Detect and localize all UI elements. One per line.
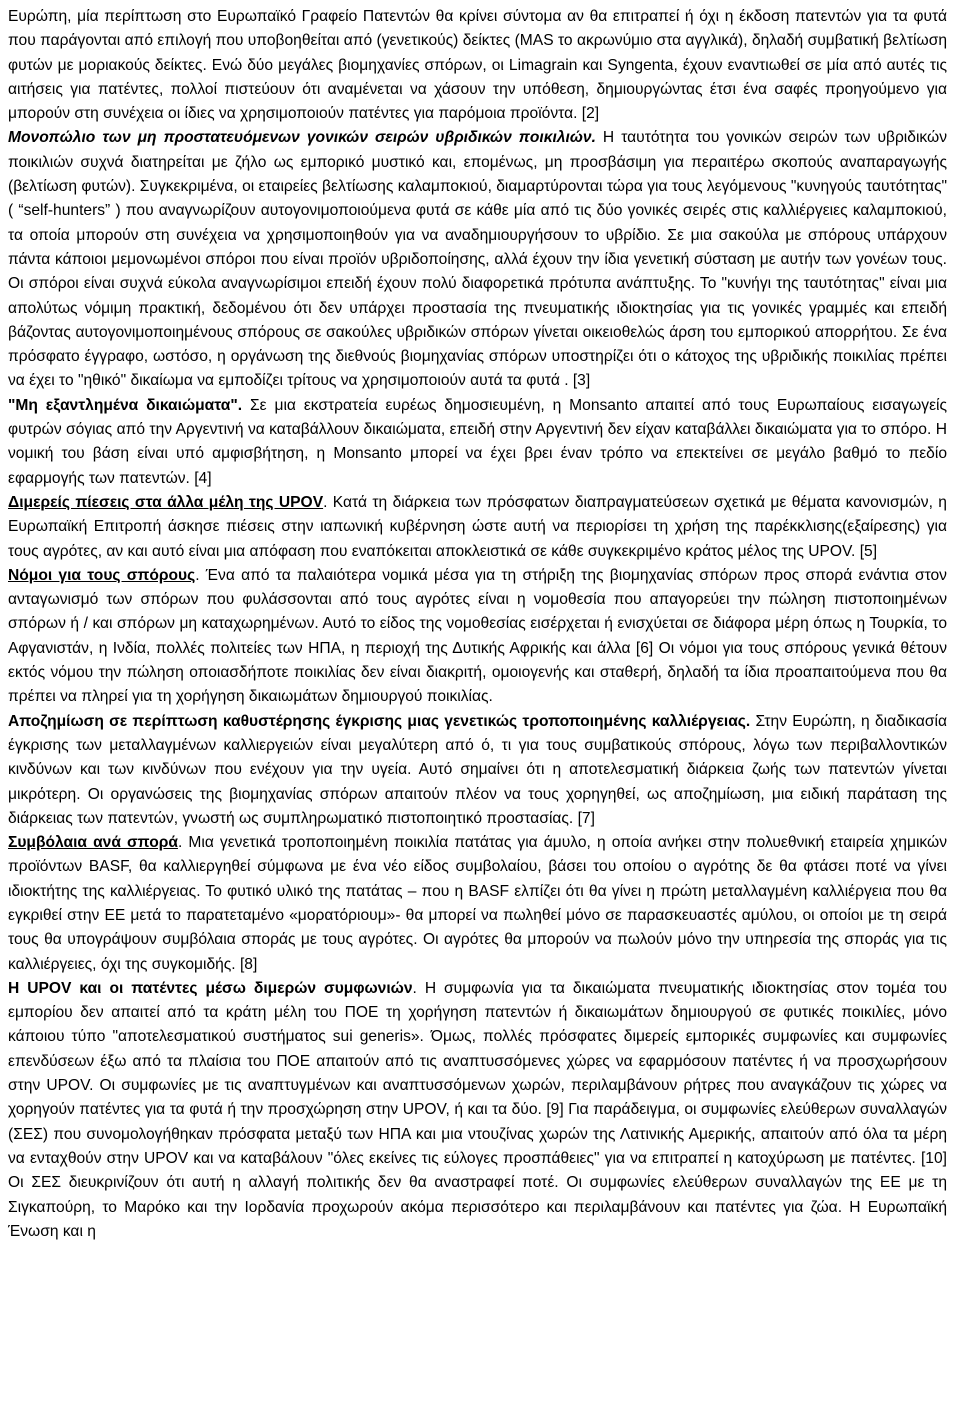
paragraph-text: Στην Ευρώπη, η διαδικασία έγκρισης των μεταλλαγμένων καλλιεργειών είναι μεγαλύτερη από ό, τι για τους συμβατικούς σπόρους, λόγω των περιβαλλοντικών κινδύνων και των κινδύνων που ενέχουν για την υγεία. Αυτό σημαίνει ότι η αποτελεσματική διάρκεια ζωής των πατεντών γίνεται μικρότερη. Οι οργανώσεις της βιομηχανίας σπόρων απαιτούν πλέον να τους χορηγηθεί, ως αποζημίωση, μια ειδική παράταση της διάρκειας των πατεντών, γνωστή ως συμπληρωματικό πιστοποιητικό προστασίας. [7] [8, 712, 947, 827]
paragraph-text: Η ταυτότητα του γονικών σειρών των υβριδικών ποικιλιών συχνά διατηρείται με ζήλο ως εμπορικό μυστικό και, επομένως, μη προσβάσιμη για περαιτέρω σκοπούς αναπαραγωγής (βελτίωση φυτών). Συγκεκριμένα, οι εταιρείες βελτίωσης καλαμποκιού, διαμαρτύρονται τώρα για τους λεγόμενους "κυνηγούς ταυτότητας" ( “self-hunters” ) που αναγνωρίζουν αυτογονιμοποιούμενα φυτά σε κάθε μία από τις δύο γονικές σειρές στις καλλιέργειες καλαμποκιού, τα οποία μπορούν στη συνέχεια να χρησιμοποιηθούν για να αναδημιουργήσουν το υβρίδιο. Σε μια σακούλα με σπόρους υπάρχουν πάντα κάποιοι μεμονωμένοι σπόροι που είναι προϊόν υβριδοποίησης, αλλά έχουν την ίδια γενετική σύσταση με αυτήν των γονέων τους. Οι σπόροι είναι συχνά εύκολα αναγνωρίσιμοι επειδή έχουν πολύ διαφορετικά πρότυπα ανάπτυξης. Το "κυνήγι της ταυτότητας" είναι μια απολύτως νόμιμη πρακτική, δεδομένου ότι δεν υπάρχει προστασία της πνευματικής ιδιοκτησίας για τις γονικές γραμμές και επειδή βάζοντας αυτογονιμοποιημένους σπόρους σε σακούλες υβριδικών σπόρων γίνεται οικειοθελώς άρση του εμπορικού απορρήτου. Σε ένα πρόσφατο έγγραφο, ωστόσο, η οργάνωση της διεθνούς βιομηχανίας σπόρων υποστηρίζει ότι ο κάτοχος της υβριδικής ποικιλίας πρέπει να έχει το "ηθικό" δικαίωμα να εμποδίζει τρίτους να χρησιμοποιούν αυτά τα φυτά . [3] [8, 129, 947, 390]
paragraph-heading: Διμερείς πίεσεις στα άλλα μέλη της UPOV [8, 493, 324, 511]
paragraph-upov-bilateral [8, 977, 947, 1244]
paragraph-heading: "Μη εξαντλημένα δικαιώματα". [8, 396, 243, 414]
paragraph-parental-lines [8, 126, 947, 393]
paragraph-text: Σε μια εκστρατεία ευρέως δημοσιευμένη, η Monsanto απαιτεί από τους Ευρωπαίους εισαγωγείς φυτρών σόγιας από την Αργεντινή να καταβάλλουν δικαιώματα, επειδή στην Αργεντινή δεν είχαν καταβάλλει δικαιώματα για το σπόρο. Η νομική του βάση είναι υπό αμφισβήτηση, η Monsanto μπορεί να έχει βρει έναν τρόπο να επεκτείνει σε μεγάλο βαθμό το πεδίο εφαρμογής των πατεντών. [4] [8, 396, 948, 487]
paragraph-sowing-contracts [8, 831, 947, 977]
paragraph-text: . Μια γενετικά τροποποιημένη ποικιλία πατάτας για άμυλο, η οποία ανήκει στην πολυεθνική εταιρεία χημικών προϊόντων BASF, θα καλλιεργηθεί σύμφωνα με ένα νέο είδος συμβολαίου, βάσει του οποίου ο αγρότης δε θα φτάσει ποτέ να γίνει ιδιοκτήτης της καλλιέργειας. Το φυτικό υλικό της πατάτας – που η BASF ελπίζει ότι θα γίνει η πρώτη μεταλλαγμένη καλλιέργεια που θα εγκριθεί στην ΕΕ μετά το παρατεταμένο «μορατόριουμ»- θα μπορεί να πωληθεί μόνο σε παρασκευαστές αμύλου, οι οποίοι με τη σειρά τους θα υπογράψουν συμβόλαια σποράς με τους αγρότες. Οι αγρότες θα μπορούν να πωλούν μόνο την υπηρεσία της σποράς για τις καλλιέργειες, όχι της συγκομιδής. [8] [8, 834, 947, 973]
paragraph-intro [8, 5, 947, 126]
paragraph-seed-laws [8, 564, 947, 710]
paragraph-heading: Αποζημίωση σε περίπτωση καθυστέρησης έγκρισης μιας γενετικώς τροποποιημένης καλλιέργειας. [8, 712, 751, 730]
paragraph-unexhausted-rights [8, 394, 947, 491]
paragraph-text: . Η συμφωνία για τα δικαιώματα πνευματικής ιδιοκτησίας στον τομέα του εμπορίου δεν απαιτεί από τα κράτη μέλη του ΠΟΕ τη χορήγηση πατεντών ή δικαιωμάτων δημιουργού σε φυτικές ποικιλίες, μόνο κάποιου τύπο "αποτελεσματικού συστήματος sui generis». Όμως, πολλές πρόσφατες διμερείς εμπορικές συμφωνίες και συμφωνίες επενδύσεων έξω από τα πλαίσια του ΠΟΕ απαιτούν από τις αναπτυσσόμενες χώρες να εφαρμόσουν πατέντες ή να προσχωρήσουν στην UPOV. Οι συμφωνίες με τις αναπτυγμένων και αναπτυσσόμενων χωρών, περιλαμβάνουν ρήτρες που αναγκάζουν τις χώρες να χορηγούν πατέντες για τα φυτά ή την προσχώρηση στην UPOV, ή και τα δύο. [9] Για παράδειγμα, οι συμφωνίες ελεύθερων συναλλαγών (ΣΕΣ) που συνομολογήθηκαν πρόσφατα μεταξύ των ΗΠΑ και μια ντουζίνας χωρών της Λατινικής Αμερικής, απαιτούν από όλα τα μέρη να ενταχθούν στην UPOV και να καταβάλουν "όλες εκείνες τις εύλογες προσπάθειες" για να επιτραπεί η κατοχύρωση με πατέντες. [10] Οι ΣΕΣ διευκρινίζουν ότι αυτή η αλλαγή πολιτικής δεν θα αναστραφεί ποτέ. Οι συμφωνίες ελεύθερων συναλλαγών της ΕΕ με τη Σιγκαπούρη, το Μαρόκο και την Ιορδανία προχωρούν ακόμα περισσότερο και περιλαμβάνουν και πατέντες για ζώα. Η Ευρωπαϊκή Ένωση και η [8, 979, 947, 1240]
paragraph-text: Ευρώπη, μία περίπτωση στο Ευρωπαϊκό Γραφείο Πατεντών θα κρίνει σύντομα αν θα επιτραπεί ή όχι η έκδοση πατεντών για τα φυτά που παράγονται από επιλογή που υποβοηθείται από (γενετικούς) δείκτες (MAS το ακρωνύμιο στα αγγλικά), δηλαδή συμβατική βελτίωση φυτών με μοριακούς δείκτες. Ενώ δύο μεγάλες βιομηχανίες σπόρων, οι Limagrain και Syngenta, έχουν εναντιωθεί σε μία από αυτές τις αιτήσεις για πατέντες, πολλοί πιστεύουν ότι αναμένεται να χάσουν την υπόθεση, δημιουργώντας έτσι ένα σαφές προηγούμενο για μπορούν στη συνέχεια οι ίδιες να χρησιμοποιούν πατέντες για παρόμοια προϊόντα. [2] [8, 8, 947, 123]
paragraph-text: . Ένα από τα παλαιότερα νομικά μέσα για τη στήριξη της βιομηχανίας σπόρων προς σπορά ενάντια στον ανταγωνισμό των σπόρων που φυλάσσονται από τους αγρότες είναι η νομοθεσία που απαγορεύει την πώληση πιστοποιημένων σπόρων ή / και σπόρων μη καταχωρημένων. Αυτό το είδος της νομοθεσίας εισέρχεται ή ενισχύεται σε διάφορα μέρη όπως η Τουρκία, το Αφγανιστάν, η Ινδία, πολλές πολιτείες των ΗΠΑ, η περιοχή της Δυτικής Αφρικής και άλλα [6] Οι νόμοι για τους σπόρους γενικά θέτουν εκτός νόμου την πώληση οποιασδήποτε ποικιλίας δεν είναι διακριτή, ομοιογενής και σταθερή, δηλαδή τα ίδια προαπαιτούμενα που θα πρέπει να πληρεί για τη χορήγηση δικαιωμάτων δημιουργού ποικιλίας. [8, 566, 947, 706]
paragraph-heading: Μονοπώλιο των μη προστατευόμενων γονικών σειρών υβριδικών ποικιλιών. [8, 129, 596, 147]
paragraph-compensation [8, 710, 947, 831]
paragraph-bilateral-pressure [8, 491, 947, 564]
paragraph-heading: Νόμοι για τους σπόρους [8, 566, 196, 584]
paragraph-heading: Συμβόλαια ανά σπορά [8, 834, 178, 852]
paragraph-heading: Η UPOV και οι πατέντες μέσω διμερών συμφωνιών [8, 979, 413, 997]
paragraph-text: . Κατά τη διάρκεια των πρόσφατων διαπραγματεύσεων σχετικά με θέματα κανονισμών, η Ευρωπαϊκή Επιτροπή άσκησε πιέσεις στην ιαπωνική κυβέρνηση ώστε αυτή να περιορίσει τη χρήση της παρέκκλισης(εξαίρεσης) για τους αγρότες, αν και αυτό είναι μια απόφαση που εναπόκειται αποκλειστικά σε κάθε συγκεκριμένο κράτος μέλος της UPOV. [5] [8, 493, 947, 560]
